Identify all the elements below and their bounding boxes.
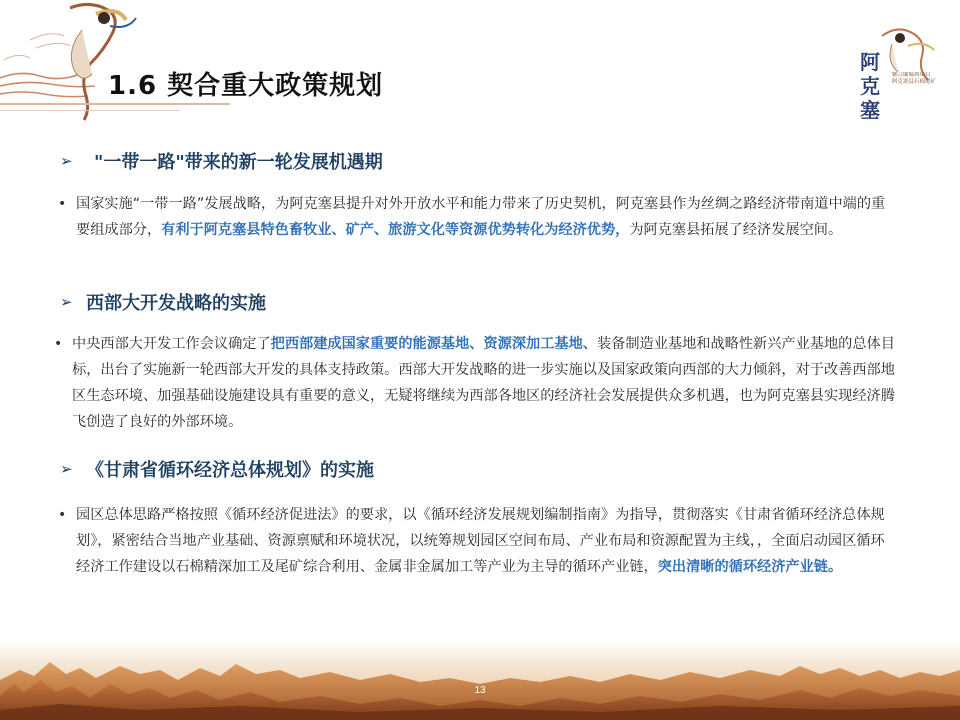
- section-heading-text: 西部大开发战略的实施: [86, 293, 266, 314]
- logo-vertical-title: 阿克塞: [860, 50, 880, 122]
- paragraph-western-development: [54, 331, 898, 435]
- paragraph-highlight: 有利于阿克塞县特色畜牧业、矿产、旅游文化等资源优势转化为经济优势，: [161, 222, 630, 238]
- paragraph-highlight: 把西部建成国家重要的能源基地、资源深加工基地、: [270, 336, 597, 352]
- section-heading-belt-road: [60, 146, 383, 176]
- section-heading-text: 《甘肃省循环经济总体规划》的实施: [86, 460, 374, 481]
- section-heading-gansu-plan: [60, 454, 374, 484]
- paragraph-text-end: 为阿克塞县拓展了经济发展空间。: [629, 222, 843, 238]
- paragraph-text: 园区总体思路严格按照《循环经济促进法》的要求，以《循环经济发展规划编制指南》为指导，贯彻落实《甘肃省循环经济总体规划》，紧密结合当地产业基础、资源禀赋和环境状况，以统筹规划园区空间布局、产业布局和资源配置为主线，，全面启动园区循环经济工作建设以石棉精深加工及尾矿综合利用、金属非金属加工等产业为主导的循环产业链，: [76, 507, 885, 575]
- paragraph-highlight: 突出清晰的循环经济产业链。: [657, 559, 843, 575]
- akesai-logo: [852, 22, 942, 132]
- paragraph-gansu-plan: [58, 502, 886, 580]
- page-title: 1.6 契合重大政策规划: [108, 71, 384, 101]
- arrow-bullet-icon: ➢: [60, 293, 73, 311]
- bullet-dot: •: [54, 336, 63, 352]
- paragraph-text: 中央西部大开发工作会议确定了: [72, 336, 271, 352]
- arrow-bullet-icon: ➢: [60, 460, 73, 478]
- section-heading-text: "一带一路"带来的新一轮发展机遇期: [94, 152, 383, 173]
- bullet-dot: •: [58, 507, 67, 523]
- desert-landscape-image: [0, 640, 960, 720]
- paragraph-text-end: 装备制造业基地和战略性新兴产业基地的总体目标，出台了实施新一轮西部大开发的具体支持政策。西部大开发战略的进一步实施以及国家政策向西部的大力倾斜，对于改善西部地区生态环境、加强基础设施建设具有重要的意义，无疑将继续为西部各地区的经济社会发展提供众多机遇，也为阿克塞县实现经济腾飞创造了良好的外部环境。: [72, 336, 895, 430]
- logo-tagline: 魅合蘭縣刹項目 阿克塞县石棉尾矿: [892, 72, 936, 85]
- section-heading-western-development: [60, 287, 266, 317]
- paragraph-belt-road: [58, 191, 896, 243]
- paragraph-text: 国家实施“一带一路”发展战略，为阿克塞县提升对外开放水平和能力带来了历史契机，阿克塞县作为丝绸之路经济带南道中端的重要组成部分，: [76, 196, 886, 238]
- title-underline: [0, 103, 230, 105]
- bullet-dot: •: [58, 196, 67, 212]
- page-number: 13: [474, 685, 486, 696]
- title-underline-thin: [0, 110, 180, 111]
- arrow-bullet-icon: ➢: [60, 152, 73, 170]
